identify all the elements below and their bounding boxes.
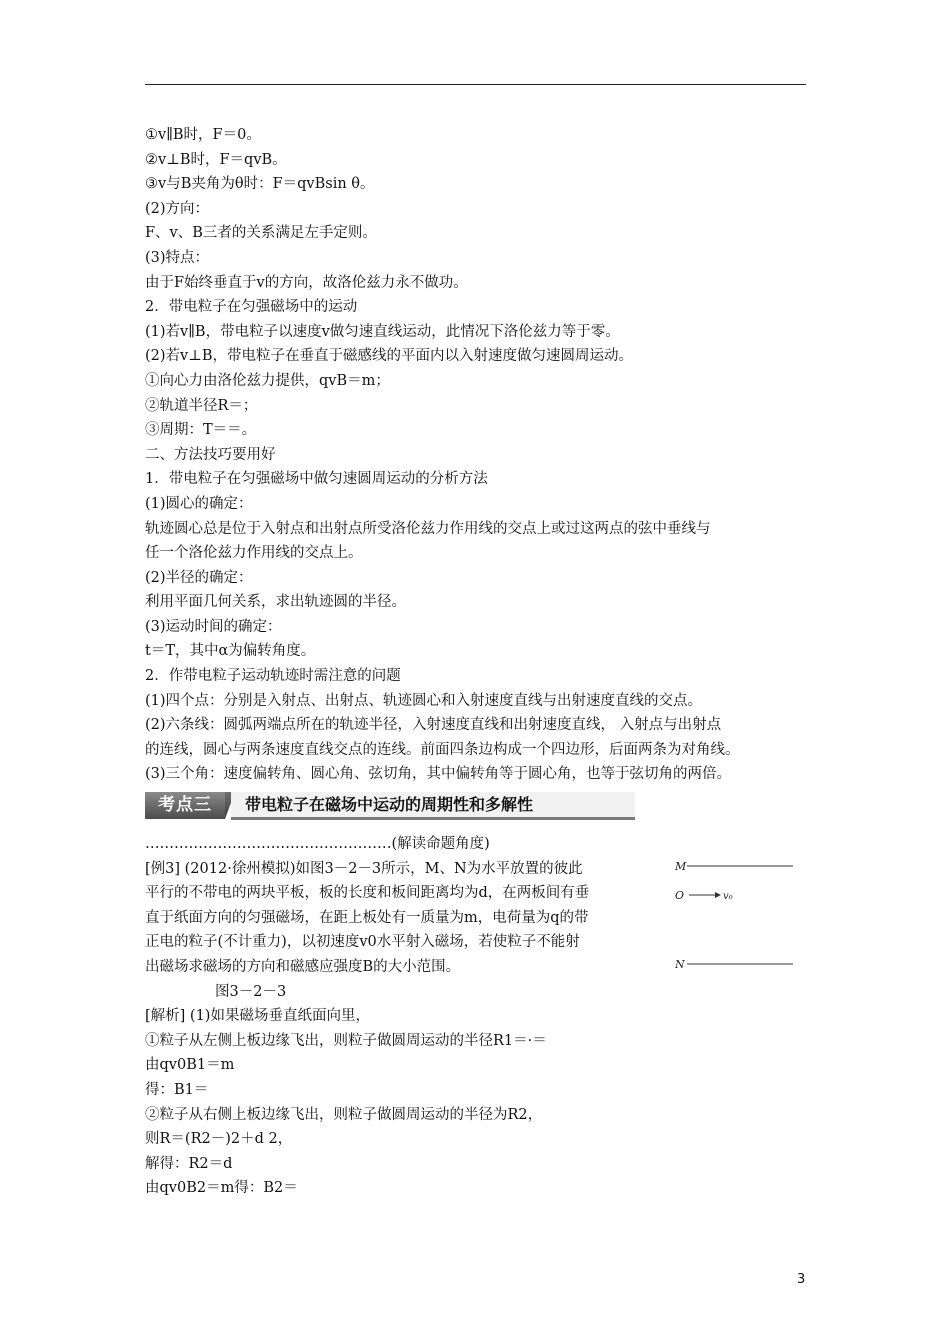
banner-tag: 考点三 <box>145 792 225 819</box>
text-line: (1)圆心的确定： <box>145 495 253 512</box>
header-rule <box>145 84 806 85</box>
text-line: (3)三个角：速度偏转角、圆心角、弦切角，其中偏转角等于圆心角，也等于弦切角的两倍。 <box>145 766 732 783</box>
solution-line: 得：B1＝ <box>145 1081 209 1098</box>
text-line: 的连线，圆心与两条速度直线交点的连线。前面四条边构成一个四边形，后面两条为对角线。 <box>145 741 740 758</box>
figure-plates <box>675 861 795 1011</box>
text-line: t＝T，其中α为偏转角度。 <box>145 643 316 660</box>
text-line: 任一个洛伦兹力作用线的交点上。 <box>145 545 363 562</box>
example-line: 直于纸面方向的匀强磁场，在距上板处有一质量为m，电荷量为q的带 <box>145 909 589 926</box>
label-o: O <box>675 888 685 902</box>
text-line: (1)四个点：分别是入射点、出射点、轨迹圆心和入射速度直线与出射速度直线的交点。 <box>145 692 703 709</box>
text-line: 轨迹圆心总是位于入射点和出射点所受洛伦兹力作用线的交点上或过这两点的弦中垂线与 <box>145 520 711 537</box>
text-line: 利用平面几何关系，求出轨迹圆的半径。 <box>145 594 406 611</box>
solution-line: [解析] (1)如果磁场垂直纸面向里， <box>145 1008 370 1025</box>
text-line: ②轨道半径R＝； <box>145 397 258 414</box>
example-3 <box>145 857 807 1005</box>
text-line: ③周期：T＝＝。 <box>145 422 257 439</box>
text-line: ①向心力由洛伦兹力提供，qvB＝m； <box>145 372 390 389</box>
text-line: 由于F始终垂直于v的方向，故洛伦兹力永不做功。 <box>145 274 468 291</box>
text-line: ①v∥B时，F＝0。 <box>145 127 261 143</box>
page-content <box>145 123 807 1201</box>
text-line: (2)方向： <box>145 200 210 217</box>
example-line: [例3] (2012·徐州模拟)如图3－2－3所示，M、N为水平放置的彼此 <box>145 860 583 877</box>
text-line: (3)运动时间的确定： <box>145 618 282 635</box>
text-line: (3)特点： <box>145 249 210 266</box>
label-n: N <box>675 957 685 971</box>
example-text <box>145 857 665 980</box>
dotted-line: ……………………………………………(解读命题角度) <box>145 836 490 853</box>
page-number: 3 <box>797 1272 806 1287</box>
text-line: 2．带电粒子在匀强磁场中的运动 <box>145 299 358 316</box>
arrow-head <box>715 892 721 898</box>
section-lorentz-force <box>145 123 807 787</box>
solution <box>145 1004 807 1201</box>
text-line: F、v、B三者的关系满足左手定则。 <box>145 225 377 242</box>
solution-line: ②粒子从右侧上板边缘飞出，则粒子做圆周运动的半径为R2， <box>145 1106 543 1123</box>
text-line: ②v⊥B时，F＝qvB。 <box>145 151 287 168</box>
text-line: 2．作带电粒子运动轨迹时需注意的问题 <box>145 668 401 685</box>
example-line: 平行的不带电的两块平板，板的长度和板间距离均为d，在两板间有垂 <box>145 885 590 902</box>
solution-line: 由qv0B2＝m得：B2＝ <box>145 1180 298 1197</box>
example-line: 出磁场求磁场的方向和磁感应强度B的大小范围。 <box>145 959 461 975</box>
text-line: 1．带电粒子在匀强磁场中做匀速圆周运动的分析方法 <box>145 471 488 488</box>
text-line: (2)若v⊥B，带电粒子在垂直于磁感线的平面内以入射速度做匀速圆周运动。 <box>145 348 634 365</box>
solution-line: 解得：R2＝d <box>145 1155 233 1172</box>
section-banner <box>145 792 625 822</box>
text-line: (1)若v∥B，带电粒子以速度v做匀速直线运动，此情况下洛伦兹力等于零。 <box>145 323 620 340</box>
text-line: (2)半径的确定： <box>145 569 253 586</box>
text-line: ③v与B夹角为θ时：F＝qvBsin θ。 <box>145 176 375 193</box>
text-line: (2)六条线：圆弧两端点所在的轨迹半径，入射速度直线和出射速度直线， 入射点与出射点 <box>145 717 722 734</box>
banner-title: 带电粒子在磁场中运动的周期性和多解性 <box>231 792 635 820</box>
label-m: M <box>675 860 687 873</box>
example-line: 正电的粒子(不计重力)，以初速度v0水平射入磁场，若使粒子不能射 <box>145 934 580 951</box>
solution-line: 由qv0B1＝m <box>145 1057 235 1074</box>
figure-caption: 图3－2－3 <box>215 983 287 1000</box>
solution-line: 则R＝(R2－)2＋d 2， <box>145 1131 293 1148</box>
text-line: 二、方法技巧要用好 <box>145 446 276 463</box>
solution-line: ①粒子从左侧上板边缘飞出，则粒子做圆周运动的半径R1＝·＝ <box>145 1032 547 1049</box>
label-v0: v₀ <box>723 890 733 902</box>
